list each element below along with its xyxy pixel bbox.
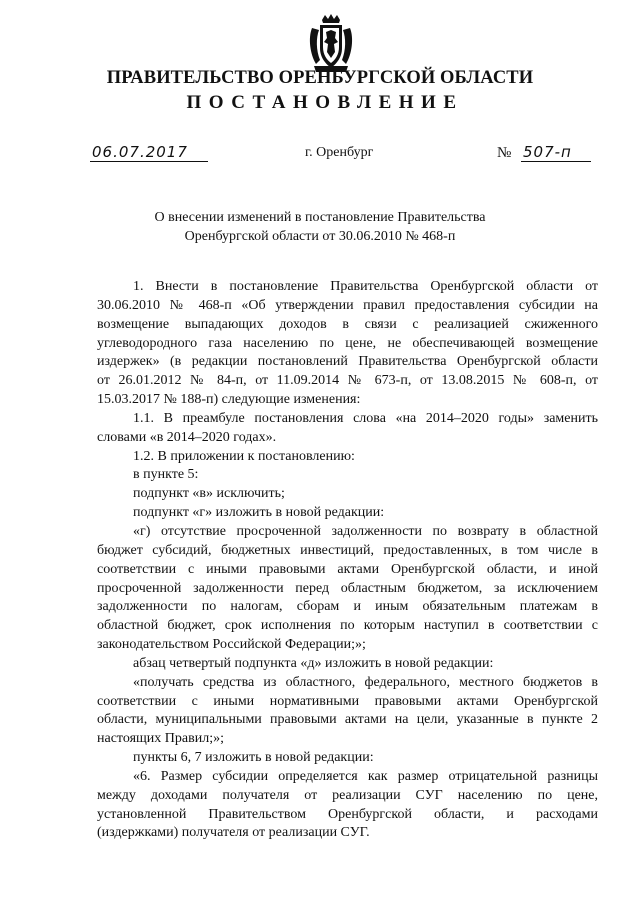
body-line: соответствии с иными нормативными правовыми актами Оренбургской [97, 693, 598, 709]
body-line: «получать средства из областного, федерального, местного бюджетов в [133, 674, 598, 690]
body-line: задолженности по налогам, сборам и иным обязательным платежам в [97, 599, 598, 615]
body-line: подпункт «г» изложить в новой редакции: [133, 505, 385, 521]
body-line: 1. Внести в постановление Правительства Оренбургской области от [133, 279, 598, 294]
document-body [97, 278, 598, 843]
body-line: законодательством Российской Федерации;»; [97, 637, 366, 653]
date-underline [90, 161, 208, 162]
body-line: углеводородного газа населению по цене, не обеспечивающей возмещение [97, 335, 598, 351]
body-line: возмещение выпадающих доходов в связи с реализацией сжиженного [97, 316, 598, 332]
body-line: между доходами получателя от реализации СУГ населению по цене, [97, 787, 598, 803]
document-city: г. Оренбург [305, 145, 374, 160]
body-line: 15.03.2017 № 188-п) следующие изменения: [97, 392, 361, 408]
body-line: 1.2. В приложении к постановлению: [133, 448, 355, 464]
document-number [497, 143, 597, 165]
body-line: в пункте 5: [133, 467, 199, 483]
coat-of-arms-icon [306, 14, 356, 74]
body-line: областной бюджет, срок исполнения по которым наступил в соответствии с [97, 618, 598, 634]
body-line: 30.06.2010 № 468-п «Об утверждении правил предоставления субсидии на [97, 297, 598, 313]
document-subject [0, 208, 640, 246]
body-line: подпункт «в» исключить; [133, 486, 285, 502]
body-line: установленной Правительством Оренбургской области, и расходами [97, 806, 598, 822]
subject-line: Оренбургской области от 30.06.2010 № 468-п [184, 229, 456, 244]
date-handwritten: 06.07.2017 [92, 143, 188, 161]
body-line: «г) отсутствие просроченной задолженности по возврату в областной [133, 523, 598, 539]
body-line: абзац четвертый подпункта «д» изложить в новой редакции: [133, 655, 494, 671]
number-underline [521, 161, 591, 162]
body-line: просроченной задолженности перед областным бюджетом, за исключением [97, 580, 598, 596]
body-line: настоящих Правил;»; [97, 731, 224, 747]
body-line: соответствии с иными правовыми актами Оренбургской области, и иной [97, 561, 598, 577]
body-line: «6. Размер субсидии определяется как размер отрицательной разницы [133, 768, 598, 784]
body-line: 1.1. В преамбуле постановления слова «на 2014–2020 годы» заменить [133, 410, 598, 426]
document-date [90, 143, 210, 165]
document-type-title: ПОСТАНОВЛЕНИЕ [186, 92, 464, 113]
body-line: словами «в 2014–2020 годах». [97, 429, 277, 445]
number-sign: № [497, 145, 512, 161]
body-line: бюджет субсидий, бюджетных инвестиций, предоставленных, в том числе в [97, 542, 598, 558]
subject-line: О внесении изменений в постановление Правительства [154, 210, 486, 225]
government-title: ПРАВИТЕЛЬСТВО ОРЕНБУРГСКОЙ ОБЛАСТИ [106, 68, 534, 88]
body-line: издержек» (в редакции постановлений Правительства Оренбургской области [97, 354, 598, 370]
number-handwritten: 507-п [523, 143, 572, 161]
body-line: от 26.01.2012 № 84-п, от 11.09.2014 № 673-п, от 13.08.2015 № 608-п, от [97, 373, 598, 389]
body-line: (издержками) получателя от реализации СУГ. [97, 825, 370, 841]
body-line: области, муниципальными правовыми актами на цели, указанные в пункте 2 [97, 712, 598, 728]
body-line: пункты 6, 7 изложить в новой редакции: [133, 750, 374, 766]
